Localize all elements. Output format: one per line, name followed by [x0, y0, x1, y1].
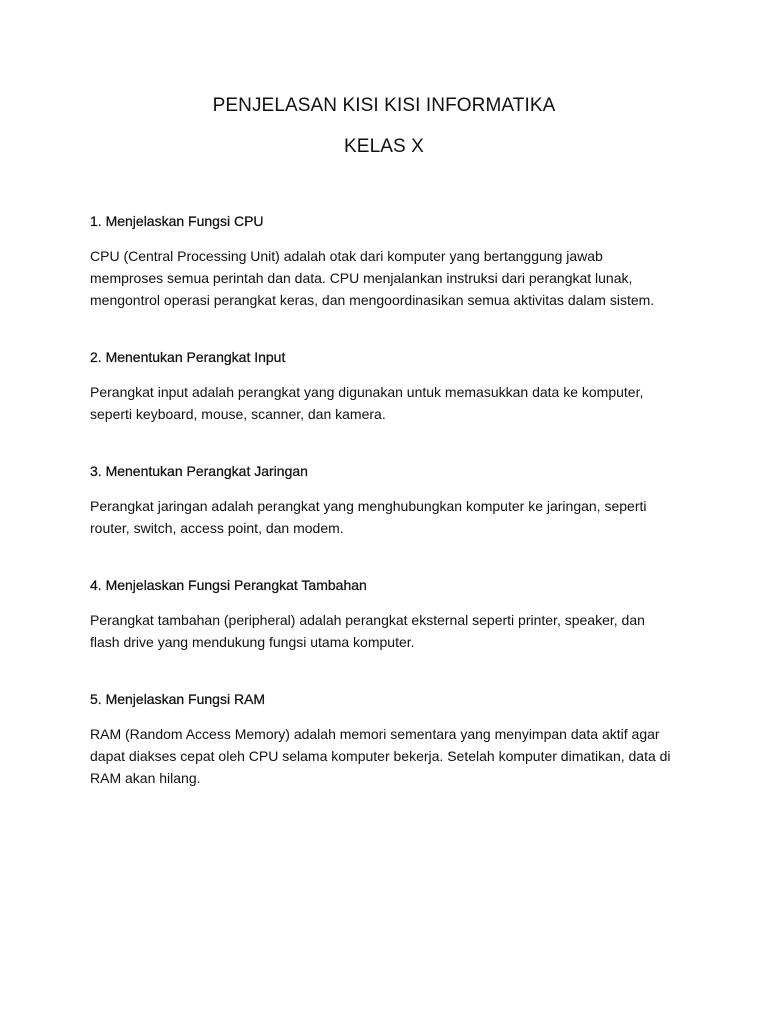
section-heading: 1. Menjelaskan Fungsi CPU [90, 213, 264, 229]
section-peripheral-devices [90, 575, 678, 653]
section-cpu [90, 211, 678, 311]
section-ram [90, 689, 678, 789]
section-heading: 2. Menentukan Perangkat Input [90, 349, 286, 365]
section-body: Perangkat jaringan adalah perangkat yang menghubungkan komputer ke jaringan, seperti router, switch, access point, dan modem. [90, 498, 647, 536]
section-body: Perangkat tambahan (peripheral) adalah perangkat eksternal seperti printer, speaker, dan flash drive yang mendukung fungsi utama komputer. [90, 612, 645, 650]
section-heading: 4. Menjelaskan Fungsi Perangkat Tambahan [90, 577, 367, 593]
section-heading: 3. Menentukan Perangkat Jaringan [90, 463, 308, 479]
section-input-devices [90, 347, 678, 425]
sections-container [90, 211, 678, 789]
section-heading: 5. Menjelaskan Fungsi RAM [90, 691, 266, 707]
section-network-devices [90, 461, 678, 539]
document-subtitle: KELAS X [344, 136, 424, 157]
section-body: RAM (Random Access Memory) adalah memori sementara yang menyimpan data aktif agar dapat diakses cepat oleh CPU selama komputer bekerja. Setelah komputer dimatikan, data di RAM akan hilang. [90, 726, 671, 786]
section-body: CPU (Central Processing Unit) adalah otak dari komputer yang bertanggung jawab memproses semua perintah dan data. CPU menjalankan instruksi dari perangkat lunak, mengontrol operasi perangkat keras, dan mengoordinasikan semua aktivitas dalam sistem. [90, 248, 655, 308]
document-title: PENJELASAN KISI KISI INFORMATIKA [212, 95, 556, 116]
section-body: Perangkat input adalah perangkat yang digunakan untuk memasukkan data ke komputer, seperti keyboard, mouse, scanner, dan kamera. [90, 384, 644, 422]
